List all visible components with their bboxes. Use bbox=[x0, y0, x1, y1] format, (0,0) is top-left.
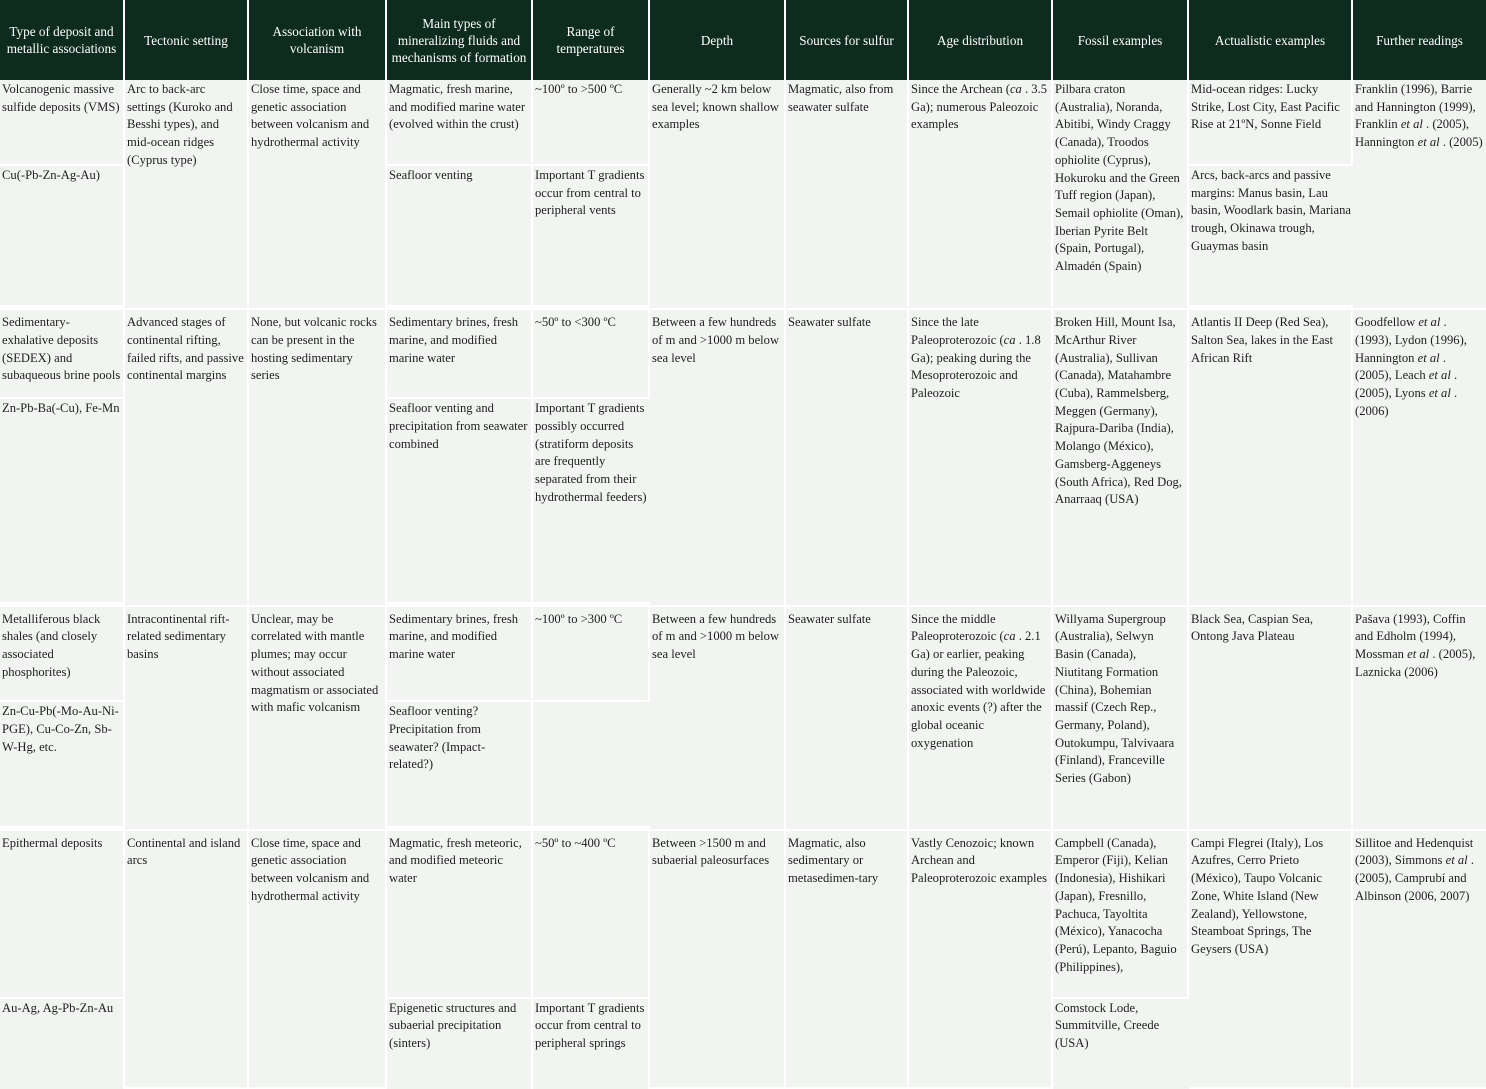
epithermal-mechanism: Epigenetic structures and subaerial precipitation (sinters) bbox=[387, 999, 533, 1089]
shales-type: Metalliferous black shales (and closely associated phosphorites) bbox=[0, 607, 125, 702]
sedex-actualistic: Atlantis II Deep (Red Sea), Salton Sea, lakes in the East African Rift bbox=[1189, 310, 1353, 607]
vms-mechanism: Seafloor venting bbox=[387, 166, 533, 310]
header-row bbox=[0, 0, 1486, 80]
epithermal-age: Vastly Cenozoic; known Archean and Paleoproterozoic examples bbox=[909, 831, 1053, 1089]
vms-volcanism: Close time, space and genetic association between volcanism and hydrothermal activity bbox=[249, 80, 387, 310]
header-tectonic: Tectonic setting bbox=[125, 0, 249, 80]
sedex-type: Sedimentary-exhalative deposits (SEDEX) and subaqueous brine pools bbox=[0, 310, 125, 399]
header-age: Age distribution bbox=[909, 0, 1053, 80]
table-row bbox=[0, 607, 1486, 702]
header-temperature: Range of temperatures bbox=[533, 0, 650, 80]
header-sulfur: Sources for sulfur bbox=[786, 0, 909, 80]
header-actualistic: Actualistic examples bbox=[1189, 0, 1353, 80]
epithermal-temperature: ~50º to ~400 ºC bbox=[533, 831, 650, 999]
shales-fossil: Willyama Supergroup (Australia), Selwyn Basin (Canada), Niutitang Formation (China), Bohemian massif (Czech Rep., Germany, Poland), Outokumpu, Talvivaara (Finland), Franceville Series (Gabon) bbox=[1053, 607, 1189, 831]
shales-temperature: ~100º to >300 ºC bbox=[533, 607, 650, 702]
header-volcanism: Association with volcanism bbox=[249, 0, 387, 80]
vms-depth: Generally ~2 km below sea level; known shallow examples bbox=[650, 80, 786, 310]
shales-temperature-empty bbox=[533, 702, 650, 831]
vms-readings: Franklin (1996), Barrie and Hannington (1999), Franklin et al . (2005), Hannington et al . (2005) bbox=[1353, 80, 1486, 310]
vms-fossil: Pilbara craton (Australia), Noranda, Abitibi, Windy Craggy (Canada), Troodos ophiolite (Cyprus), Hokuroku and the Green Tuff region (Japan), Semail ophiolite (Oman), Iberian Pyrite Belt (Spain, Portugal), Almadén (Spain) bbox=[1053, 80, 1189, 310]
header-fossil: Fossil examples bbox=[1053, 0, 1189, 80]
sedex-sulfur: Seawater sulfate bbox=[786, 310, 909, 607]
shales-volcanism: Unclear, may be correlated with mantle plumes; may occur without associated magmatism or associated with mafic volcanism bbox=[249, 607, 387, 831]
epithermal-sulfur: Magmatic, also sedimentary or metasedimen-tary bbox=[786, 831, 909, 1089]
epithermal-fluids: Magmatic, fresh meteoric, and modified meteoric water bbox=[387, 831, 533, 999]
shales-mechanism: Seafloor venting? Precipitation from seawater? (Impact-related?) bbox=[387, 702, 533, 831]
epithermal-actualistic: Campi Flegrei (Italy), Los Azufres, Cerro Prieto (México), Taupo Volcanic Zone, White Island (New Zealand), Yellowstone, Steamboat Springs, The Geysers (USA) bbox=[1189, 831, 1353, 1089]
epithermal-volcanism: Close time, space and genetic association between volcanism and hydrothermal activity bbox=[249, 831, 387, 1089]
header-type: Type of deposit and metallic associations bbox=[0, 0, 125, 80]
epithermal-metals: Au-Ag, Ag-Pb-Zn-Au bbox=[0, 999, 125, 1089]
vms-tectonic: Arc to back-arc settings (Kuroko and Besshi types), and mid-ocean ridges (Cyprus type) bbox=[125, 80, 249, 310]
epithermal-depth: Between >1500 m and subaerial paleosurfaces bbox=[650, 831, 786, 1089]
shales-depth: Between a few hundreds of m and >1000 m below sea level bbox=[650, 607, 786, 831]
sedex-mechanism: Seafloor venting and precipitation from seawater combined bbox=[387, 399, 533, 606]
vms-sulfur: Magmatic, also from seawater sulfate bbox=[786, 80, 909, 310]
vms-fluids: Magmatic, fresh marine, and modified marine water (evolved within the crust) bbox=[387, 80, 533, 166]
epithermal-fossil-2: Comstock Lode, Summitville, Creede (USA) bbox=[1053, 999, 1189, 1089]
shales-tectonic: Intracontinental rift-related sedimentary basins bbox=[125, 607, 249, 831]
epithermal-readings: Sillitoe and Hedenquist (2003), Simmons et al . (2005), Camprubí and Albinson (2006, 2007) bbox=[1353, 831, 1486, 1089]
vms-actualistic-1: Mid-ocean ridges: Lucky Strike, Lost City, East Pacific Rise at 21ºN, Sonne Field bbox=[1189, 80, 1353, 166]
table-row bbox=[0, 310, 1486, 399]
vms-age: Since the Archean (ca . 3.5 Ga); numerous Paleozoic examples bbox=[909, 80, 1053, 310]
vms-metals: Cu(-Pb-Zn-Ag-Au) bbox=[0, 166, 125, 310]
header-readings: Further readings bbox=[1353, 0, 1486, 80]
shales-fluids: Sedimentary brines, fresh marine, and modified marine water bbox=[387, 607, 533, 702]
vms-gradient: Important T gradients occur from central to peripheral vents bbox=[533, 166, 650, 310]
sedex-fluids: Sedimentary brines, fresh marine, and modified marine water bbox=[387, 310, 533, 399]
epithermal-gradient: Important T gradients occur from central to peripheral springs bbox=[533, 999, 650, 1089]
table-row bbox=[0, 80, 1486, 166]
sedex-age: Since the late Paleoproterozoic (ca . 1.8 Ga); peaking during the Mesoproterozoic and Paleozoic bbox=[909, 310, 1053, 607]
table-row bbox=[0, 831, 1486, 999]
epithermal-tectonic: Continental and island arcs bbox=[125, 831, 249, 1089]
sedex-depth: Between a few hundreds of m and >1000 m below sea level bbox=[650, 310, 786, 607]
shales-sulfur: Seawater sulfate bbox=[786, 607, 909, 831]
sedex-volcanism: None, but volcanic rocks can be present in the hosting sedimentary series bbox=[249, 310, 387, 607]
vms-type: Volcanogenic massive sulfide deposits (VMS) bbox=[0, 80, 125, 166]
vms-actualistic-2: Arcs, back-arcs and passive margins: Manus basin, Lau basin, Woodlark basin, Mariana trough, Okinawa trough, Guaymas basin bbox=[1189, 166, 1353, 310]
sedex-fossil: Broken Hill, Mount Isa, McArthur River (Australia), Sullivan (Canada), Matahambre (Cuba), Rammelsberg, Meggen (Germany), Rajpura-Dariba (India), Molango (México), Gamsberg-Aggeneys (South Africa), Red Dog, Anarraaq (USA) bbox=[1053, 310, 1189, 607]
header-depth: Depth bbox=[650, 0, 786, 80]
sedex-gradient: Important T gradients possibly occurred (stratiform deposits are frequently separated from their hydrothermal feeders) bbox=[533, 399, 650, 606]
sedex-temperature: ~50º to <300 ºC bbox=[533, 310, 650, 399]
epithermal-fossil-1: Campbell (Canada), Emperor (Fiji), Kelian (Indonesia), Hishikari (Japan), Fresnillo, Pachuca, Tayoltita (México), Yanacocha (Perú), Lepanto, Baguio (Philippines), bbox=[1053, 831, 1189, 999]
shales-metals: Zn-Cu-Pb(-Mo-Au-Ni-PGE), Cu-Co-Zn, Sb-W-Hg, etc. bbox=[0, 702, 125, 831]
sedex-readings: Goodfellow et al . (1993), Lydon (1996), Hannington et al . (2005), Leach et al . (2005), Lyons et al . (2006) bbox=[1353, 310, 1486, 607]
shales-readings: Pašava (1993), Coffin and Edholm (1994), Mossman et al . (2005), Laznicka (2006) bbox=[1353, 607, 1486, 831]
shales-actualistic: Black Sea, Caspian Sea, Ontong Java Plateau bbox=[1189, 607, 1353, 831]
sedex-tectonic: Advanced stages of continental rifting, failed rifts, and passive continental margins bbox=[125, 310, 249, 607]
shales-age: Since the middle Paleoproterozoic (ca . 2.1 Ga) or earlier, peaking during the Paleozoic, associated with worldwide anoxic events (?) after the global oceanic oxygenation bbox=[909, 607, 1053, 831]
sedex-metals: Zn-Pb-Ba(-Cu), Fe-Mn bbox=[0, 399, 125, 606]
vms-temperature: ~100º to >500 ºC bbox=[533, 80, 650, 166]
epithermal-type: Epithermal deposits bbox=[0, 831, 125, 999]
header-fluids: Main types of mineralizing fluids and mechanisms of formation bbox=[387, 0, 533, 80]
